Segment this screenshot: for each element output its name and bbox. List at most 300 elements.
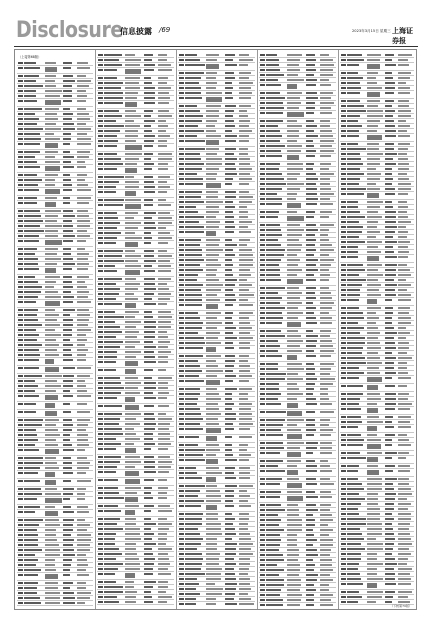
table-cell — [306, 102, 315, 104]
table-cell — [77, 429, 86, 431]
table-cell — [104, 568, 118, 570]
table-cell — [320, 135, 333, 137]
table-cell — [367, 439, 381, 441]
table-cell — [206, 558, 219, 560]
table-cell — [185, 477, 202, 479]
table-cell — [287, 244, 302, 246]
table-cell — [125, 255, 141, 257]
table-cell — [63, 258, 73, 260]
table-cell — [98, 331, 103, 333]
table-cell — [206, 183, 221, 188]
table-cell — [144, 346, 156, 348]
table-cell — [306, 292, 315, 294]
table-cell — [206, 578, 221, 580]
table-cell — [206, 87, 216, 89]
table-cell — [367, 377, 382, 382]
table-cell — [98, 413, 103, 415]
table-cell — [239, 500, 248, 502]
table-cell — [98, 538, 103, 540]
table-cell — [398, 226, 406, 228]
table-cell — [306, 355, 316, 357]
table-cell — [320, 140, 334, 142]
table-cell — [179, 543, 184, 545]
table-cell — [144, 283, 155, 285]
table-cell — [306, 150, 316, 152]
table-cell — [144, 331, 155, 333]
table-cell — [260, 429, 265, 431]
table-cell — [347, 563, 359, 565]
table-cell — [45, 123, 56, 125]
table-cell — [179, 191, 184, 193]
table-cell — [125, 168, 137, 173]
table-cell — [367, 327, 378, 329]
table-cell — [239, 125, 249, 127]
table-cell — [24, 569, 41, 571]
table-cell — [179, 327, 184, 329]
table-cell — [18, 339, 23, 341]
table-cell — [98, 601, 103, 603]
table-cell — [98, 382, 103, 384]
table-cell — [179, 423, 184, 425]
table-cell — [63, 248, 71, 250]
table-cell — [287, 135, 299, 137]
table-cell — [385, 601, 392, 603]
table-cell — [367, 558, 377, 560]
table-cell — [398, 256, 408, 258]
table-cell — [45, 281, 56, 283]
table-cell — [398, 163, 409, 165]
table-cell — [158, 135, 170, 137]
table-cell — [179, 163, 184, 165]
table-cell — [144, 433, 153, 435]
table-cell — [266, 279, 281, 281]
table-cell — [206, 304, 218, 309]
table-cell — [158, 191, 167, 193]
table-cell — [24, 85, 43, 87]
table-cell — [320, 574, 330, 576]
table-cell — [306, 74, 314, 76]
table-cell — [266, 478, 282, 480]
table-cell — [225, 578, 236, 580]
table-cell — [18, 554, 23, 556]
table-cell — [24, 324, 42, 326]
table-cell — [98, 97, 103, 99]
table-cell — [45, 480, 56, 485]
table-cell — [225, 274, 233, 276]
table-cell — [239, 105, 251, 107]
table-row — [340, 425, 414, 433]
table-cell — [185, 72, 204, 74]
table-cell — [239, 588, 251, 590]
table-cell — [158, 270, 171, 272]
column-3 — [178, 53, 255, 606]
table-cell — [385, 347, 396, 349]
table-cell — [179, 183, 184, 185]
table-row — [97, 572, 174, 580]
table-cell — [45, 324, 60, 326]
table-cell — [320, 355, 331, 357]
table-cell — [185, 360, 198, 362]
table-cell — [185, 226, 204, 228]
table-cell — [24, 296, 38, 298]
table-cell — [104, 423, 119, 425]
table-cell — [266, 539, 281, 541]
table-cell — [266, 514, 278, 516]
table-cell — [158, 336, 168, 338]
table-cell — [98, 222, 103, 224]
table-cell — [125, 443, 134, 445]
table-cell — [185, 418, 203, 420]
table-cell — [18, 488, 23, 490]
table-cell — [18, 128, 23, 130]
table-cell — [63, 62, 72, 64]
table-cell — [239, 231, 251, 233]
table-cell — [239, 191, 249, 193]
table-row — [340, 91, 414, 99]
table-cell — [63, 457, 71, 459]
table-cell — [266, 393, 281, 395]
table-cell — [239, 495, 250, 497]
table-cell — [206, 59, 217, 61]
table-cell — [367, 573, 377, 575]
table-cell — [306, 69, 316, 71]
table-cell — [266, 317, 283, 319]
table-cell — [225, 467, 235, 469]
table-cell — [341, 403, 346, 405]
table-cell — [347, 347, 363, 349]
table-cell — [104, 125, 124, 127]
table-cell — [341, 264, 346, 266]
table-cell — [367, 188, 380, 190]
table-cell — [24, 108, 42, 110]
table-cell — [347, 153, 360, 155]
table-cell — [144, 326, 156, 328]
table-cell — [18, 385, 23, 387]
table-cell — [77, 329, 91, 331]
table-cell — [206, 239, 220, 241]
table-cell — [77, 574, 89, 576]
table-cell — [18, 276, 23, 278]
table-cell — [347, 538, 364, 540]
table-cell — [367, 457, 378, 462]
table-cell — [287, 544, 297, 546]
table-cell — [320, 403, 332, 405]
table-cell — [18, 230, 23, 232]
table-cell — [18, 268, 23, 270]
table-cell — [206, 533, 222, 535]
table-cell — [158, 601, 167, 603]
table-cell — [77, 90, 86, 92]
table-cell — [125, 181, 139, 183]
table-cell — [18, 133, 23, 135]
table-cell — [398, 279, 406, 281]
table-cell — [367, 201, 383, 203]
table-cell — [144, 115, 151, 117]
table-cell — [24, 179, 42, 181]
table-cell — [341, 183, 346, 185]
table-cell — [347, 206, 358, 208]
table-cell — [104, 543, 115, 545]
table-cell — [18, 424, 23, 426]
table-cell — [179, 231, 184, 233]
table-cell — [104, 510, 121, 512]
table-cell — [266, 368, 278, 370]
table-cell — [63, 90, 72, 92]
table-cell — [77, 354, 86, 356]
table-cell — [341, 601, 346, 603]
table-cell — [347, 416, 361, 418]
table-cell — [158, 456, 170, 458]
table-cell — [206, 472, 222, 474]
table-cell — [398, 543, 412, 545]
table-cell — [385, 299, 392, 301]
table-cell — [385, 421, 392, 423]
table-cell — [98, 341, 103, 343]
table-cell — [341, 307, 346, 309]
table-cell — [367, 231, 380, 233]
table-cell — [306, 460, 315, 462]
table-cell — [385, 289, 395, 291]
table-cell — [206, 82, 217, 84]
table-cell — [98, 533, 103, 535]
table-cell — [144, 102, 155, 104]
table-cell — [306, 279, 316, 281]
table-cell — [98, 433, 103, 435]
table-cell — [341, 236, 346, 238]
table-cell — [306, 198, 318, 200]
table-cell — [185, 380, 204, 382]
table-cell — [158, 346, 168, 348]
table-cell — [185, 533, 200, 535]
table-cell — [260, 307, 265, 309]
table-cell — [63, 276, 72, 278]
table-cell — [206, 505, 217, 510]
table-cell — [398, 87, 410, 89]
table-cell — [24, 519, 43, 521]
table-cell — [385, 568, 394, 570]
table-cell — [179, 398, 184, 400]
table-cell — [341, 322, 346, 324]
table-cell — [266, 92, 280, 94]
table-cell — [385, 493, 396, 495]
table-cell — [260, 259, 265, 261]
table-cell — [385, 444, 392, 446]
table-cell — [239, 533, 250, 535]
table-cell — [185, 588, 196, 590]
table-cell — [98, 153, 103, 155]
table-cell — [77, 143, 91, 145]
table-cell — [225, 337, 237, 339]
table-cell — [347, 513, 359, 515]
table-cell — [306, 287, 316, 289]
table-cell — [385, 327, 394, 329]
table-cell — [63, 529, 73, 531]
table-cell — [125, 140, 136, 142]
table-cell — [367, 193, 379, 198]
table-cell — [206, 191, 218, 193]
table-cell — [185, 158, 201, 160]
table-cell — [144, 471, 156, 473]
table-cell — [306, 54, 315, 56]
table-cell — [398, 493, 412, 495]
table-cell — [239, 294, 254, 296]
table-cell — [398, 513, 411, 515]
table-cell — [260, 564, 265, 566]
table-cell — [144, 461, 155, 463]
table-cell — [287, 269, 302, 271]
table-cell — [104, 397, 117, 399]
table-cell — [179, 538, 184, 540]
table-cell — [98, 316, 103, 318]
table-cell — [63, 449, 74, 451]
table-cell — [367, 416, 379, 418]
table-cell — [225, 140, 236, 142]
table-cell — [385, 553, 392, 555]
table-cell — [206, 158, 222, 160]
table-cell — [266, 155, 282, 157]
table-cell — [347, 256, 358, 258]
table-cell — [63, 424, 73, 426]
table-cell — [287, 203, 301, 208]
table-cell — [206, 125, 215, 127]
table-cell — [144, 191, 155, 193]
table-cell — [24, 429, 36, 431]
table-cell — [18, 344, 23, 346]
table-row — [259, 402, 336, 410]
table-cell — [185, 110, 200, 112]
table-cell — [24, 151, 40, 153]
table-cell — [306, 478, 316, 480]
table-cell — [24, 156, 35, 158]
table-cell — [185, 216, 204, 218]
table-cell — [287, 403, 298, 408]
table-cell — [144, 563, 154, 565]
table-cell — [260, 297, 265, 299]
table-cell — [398, 299, 411, 301]
table-cell — [287, 188, 300, 190]
table-cell — [179, 380, 184, 382]
table-cell — [18, 143, 23, 145]
table-cell — [260, 373, 265, 375]
table-cell — [287, 539, 297, 541]
table-cell — [158, 153, 172, 155]
table-cell — [18, 113, 23, 115]
table-cell — [104, 553, 122, 555]
table-cell — [225, 603, 237, 605]
table-cell — [144, 270, 155, 272]
table-cell — [185, 403, 197, 405]
table-cell — [98, 423, 103, 425]
table-cell — [98, 591, 103, 593]
table-cell — [347, 59, 364, 61]
table-row — [17, 239, 93, 247]
table-cell — [341, 342, 346, 344]
table-cell — [179, 226, 184, 228]
table-cell — [98, 242, 103, 244]
table-cell — [341, 231, 346, 233]
table-cell — [398, 211, 407, 213]
table-cell — [206, 528, 221, 530]
table-cell — [104, 59, 119, 61]
table-cell — [158, 204, 171, 206]
table-cell — [225, 201, 233, 203]
table-cell — [320, 264, 331, 266]
table-cell — [225, 573, 235, 575]
table-cell — [185, 593, 200, 595]
table-cell — [320, 345, 333, 347]
table-cell — [158, 563, 170, 565]
table-cell — [367, 498, 378, 500]
table-cell — [24, 349, 39, 351]
table-cell — [367, 362, 382, 364]
table-cell — [158, 543, 166, 545]
table-cell — [287, 125, 302, 127]
table-cell — [398, 206, 408, 208]
table-cell — [77, 597, 90, 599]
table-cell — [18, 467, 23, 469]
table-cell — [144, 199, 153, 201]
table-cell — [104, 573, 115, 575]
table-cell — [347, 279, 366, 281]
table-cell — [158, 533, 167, 535]
table-row — [97, 269, 174, 277]
table-cell — [185, 573, 205, 575]
table-cell — [225, 87, 233, 89]
table-cell — [266, 378, 285, 380]
table-cell — [179, 97, 184, 99]
table-cell — [320, 312, 329, 314]
table-cell — [158, 168, 168, 170]
table-cell — [24, 524, 39, 526]
table-cell — [206, 423, 219, 425]
table-cell — [306, 398, 316, 400]
table-cell — [266, 145, 285, 147]
table-cell — [185, 105, 197, 107]
table-cell — [63, 403, 70, 405]
table-cell — [347, 362, 366, 364]
table-cell — [185, 183, 203, 185]
table-cell — [179, 598, 184, 600]
table-cell — [398, 100, 409, 102]
table-cell — [179, 125, 184, 127]
table-cell — [239, 593, 248, 595]
table-cell — [260, 317, 265, 319]
table-cell — [367, 352, 378, 354]
table-cell — [125, 533, 140, 535]
table-cell — [179, 459, 184, 461]
table-cell — [306, 519, 315, 521]
table-cell — [347, 548, 365, 550]
table-cell — [347, 457, 366, 459]
table-cell — [341, 434, 346, 436]
table-cell — [287, 178, 297, 180]
table-row — [17, 66, 93, 74]
table-cell — [24, 133, 40, 135]
table-cell — [45, 457, 56, 459]
table-cell — [260, 59, 265, 61]
table-row — [340, 456, 414, 464]
table-cell — [104, 387, 124, 389]
table-cell — [341, 299, 346, 301]
table-cell — [206, 593, 222, 595]
table-cell — [260, 203, 265, 205]
table-cell — [125, 382, 141, 384]
table-cell — [320, 84, 331, 86]
table-cell — [77, 189, 91, 191]
table-cell — [287, 478, 299, 480]
table-cell — [287, 183, 304, 185]
table-cell — [385, 221, 396, 223]
